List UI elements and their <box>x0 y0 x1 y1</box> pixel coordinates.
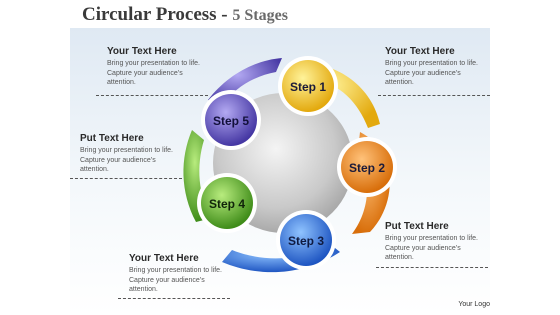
callout-top-left <box>107 46 217 88</box>
callout-middle-left <box>80 133 190 175</box>
callout-line: Bring your presentation to life. <box>129 267 222 274</box>
title-accent: 5 Stages <box>232 7 288 24</box>
divider <box>378 95 490 96</box>
step-3-label: Step 3 <box>287 234 325 248</box>
callout-line: Bring your presentation to life. <box>80 147 173 154</box>
callout-line: attention. <box>385 79 414 86</box>
callout-bottom-right <box>385 221 495 263</box>
step-1-label: Step 1 <box>289 80 327 94</box>
callout-top-right <box>385 46 495 88</box>
callout-line: attention. <box>80 166 109 173</box>
callout-line: attention. <box>107 79 136 86</box>
divider <box>70 178 182 179</box>
step-2-label: Step 2 <box>348 161 386 175</box>
callout-line: Capture your audience’s <box>385 244 461 252</box>
callout-heading: Your Text Here <box>107 46 177 57</box>
callout-heading: Put Text Here <box>385 221 449 232</box>
callout-line: Bring your presentation to life. <box>107 60 200 67</box>
callout-heading: Your Text Here <box>385 46 455 57</box>
step-4-label: Step 4 <box>208 197 246 211</box>
callout-bottom-left <box>129 253 239 295</box>
callout-heading: Put Text Here <box>80 133 144 144</box>
logo-text: Your Logo <box>458 301 490 308</box>
divider <box>376 267 488 268</box>
callout-line: Bring your presentation to life. <box>385 60 478 67</box>
divider <box>118 298 230 299</box>
callout-line: Capture your audience’s <box>385 69 461 77</box>
callout-line: Capture your audience’s <box>129 276 205 284</box>
callout-heading: Your Text Here <box>129 253 199 264</box>
callout-line: Bring your presentation to life. <box>385 235 478 242</box>
callout-line: attention. <box>385 254 414 261</box>
title-main: Circular Process - <box>82 4 233 25</box>
step-5-label: Step 5 <box>212 114 250 128</box>
callout-line: Capture your audience’s <box>80 156 156 164</box>
callout-line: Capture your audience’s <box>107 69 183 77</box>
callout-line: attention. <box>129 286 158 293</box>
divider <box>96 95 208 96</box>
